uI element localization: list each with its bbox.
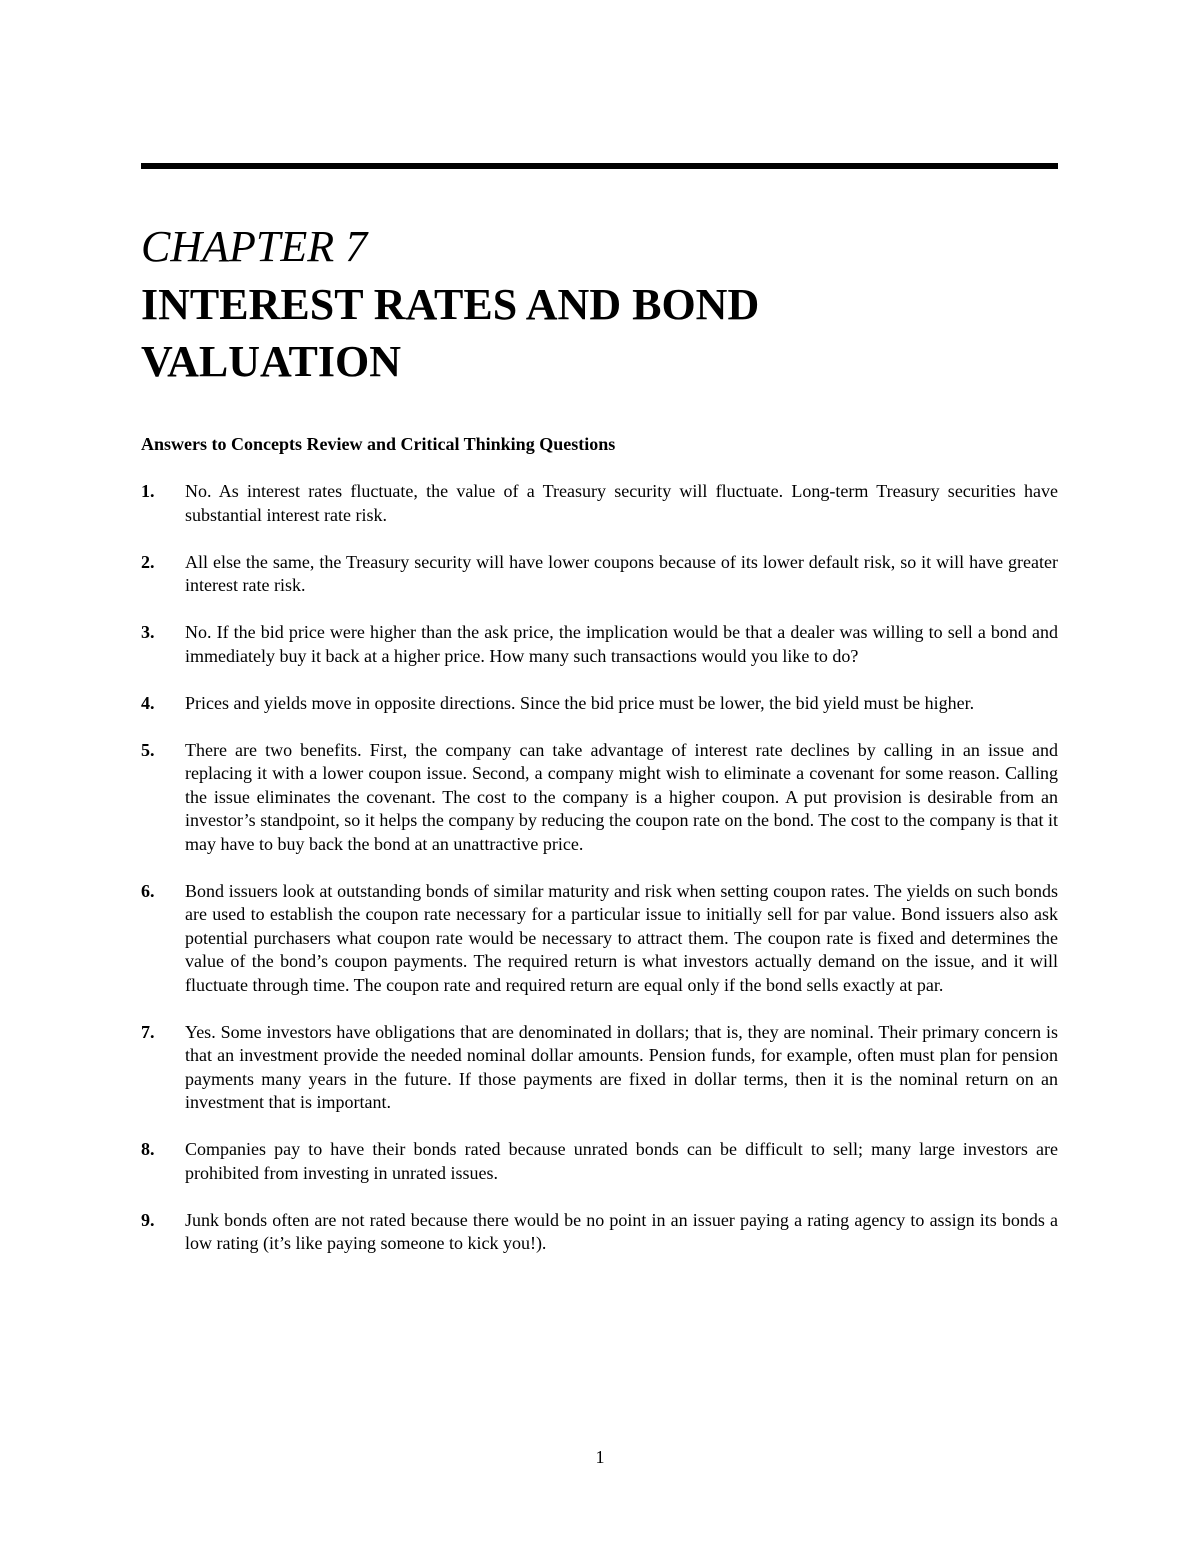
answer-text: Companies pay to have their bonds rated because unrated bonds can be difficult to sell; many large investors are prohibited from investing in unrated issues. bbox=[185, 1139, 1058, 1183]
answer-number: 1. bbox=[141, 481, 155, 501]
answer-number: 6. bbox=[141, 880, 155, 901]
answer-item bbox=[141, 1021, 1058, 1115]
answer-item bbox=[141, 551, 1058, 598]
answer-text: All else the same, the Treasury security will have lower coupons because of its lower default risk, so it will have greater interest rate risk. bbox=[185, 551, 1058, 595]
answer-number: 7. bbox=[141, 1021, 155, 1042]
answer-text: There are two benefits. First, the company can take advantage of interest rate declines by calling in an issue and replacing it with a lower coupon issue. Second, a company might wish to eliminate a covenant for some reason. Calling the issue eliminates the covenant. The cost to the company is a higher coupon. A put provision is desirable from an investor’s standpoint, so it helps the company by reducing the coupon rate on the bond. The cost to the company is that it may have to buy back the bond at an unattractive price. bbox=[185, 739, 1058, 854]
top-horizontal-rule bbox=[141, 163, 1058, 169]
answer-text: Yes. Some investors have obligations that are denominated in dollars; that is, they are nominal. Their primary concern is that an investment provide the needed nominal dollar amounts. Pension funds, for example, often must plan for pension payments many years in the future. If those payments are fixed in dollar terms, then it is the nominal return on an investment that is important. bbox=[185, 1021, 1058, 1112]
answer-text: No. If the bid price were higher than the ask price, the implication would be that a dealer was willing to sell a bond and immediately buy it back at a higher price. How many such transactions would you like to do? bbox=[185, 622, 1058, 666]
answer-text: Prices and yields move in opposite directions. Since the bid price must be lower, the bid yield must be higher. bbox=[185, 692, 975, 713]
section-heading: Answers to Concepts Review and Critical Thinking Questions bbox=[141, 434, 616, 454]
answer-number: 2. bbox=[141, 551, 155, 572]
answer-item bbox=[141, 621, 1058, 668]
answer-text: Bond issuers look at outstanding bonds of similar maturity and risk when setting coupon rates. The yields on such bonds are used to establish the coupon rate necessary for a particular issue to initially sell for par value. Bond issuers also ask potential purchasers what coupon rate would be necessary to attract them. The coupon rate is fixed and determines the value of the bond’s coupon payments. The required return is what investors actually demand on the issue, and it will fluctuate through time. The coupon rate and required return are equal only if the bond sells exactly at par. bbox=[185, 880, 1058, 995]
page-number: 1 bbox=[595, 1447, 605, 1467]
chapter-title: INTEREST RATES AND BOND VALUATION bbox=[141, 280, 760, 386]
answer-item bbox=[141, 739, 1058, 857]
answer-item bbox=[141, 692, 1058, 716]
answer-text: No. As interest rates fluctuate, the value of a Treasury security will fluctuate. Long-term Treasury securities have substantial interest rate risk. bbox=[185, 481, 1058, 525]
answer-text: Junk bonds often are not rated because there would be no point in an issuer paying a rating agency to assign its bonds a low rating (it’s like paying someone to kick you!). bbox=[185, 1209, 1058, 1253]
answer-item bbox=[141, 880, 1058, 998]
answers-list bbox=[141, 480, 1058, 1279]
answer-item bbox=[141, 1209, 1058, 1256]
answer-number: 8. bbox=[141, 1139, 155, 1159]
answer-number: 5. bbox=[141, 739, 155, 760]
answer-item bbox=[141, 480, 1058, 527]
answer-number: 3. bbox=[141, 622, 155, 642]
answer-item bbox=[141, 1138, 1058, 1185]
answer-number: 9. bbox=[141, 1209, 155, 1230]
chapter-label: CHAPTER 7 bbox=[141, 222, 368, 271]
answer-number: 4. bbox=[141, 692, 155, 713]
